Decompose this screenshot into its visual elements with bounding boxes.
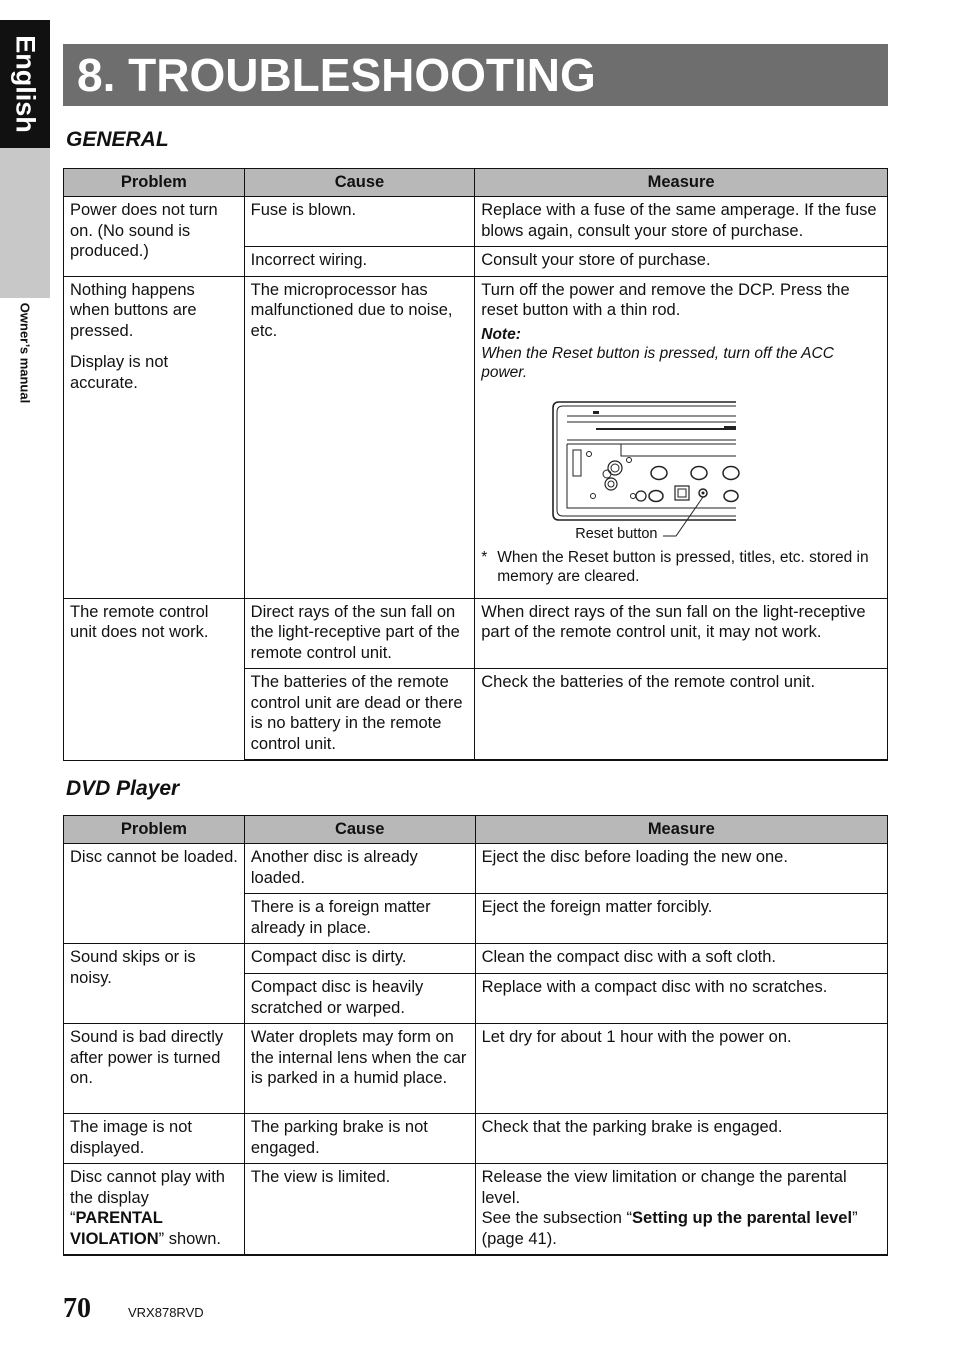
column-header-cause: Cause <box>244 169 475 197</box>
reset-button-diagram <box>481 396 811 546</box>
table-row <box>64 276 888 598</box>
problem-cell: Disc cannot be loaded. <box>64 844 245 944</box>
column-header-measure: Measure <box>475 816 887 844</box>
measure-cell: Consult your store of purchase. <box>475 247 888 277</box>
measure-cell: Eject the foreign matter forcibly. <box>475 894 887 944</box>
cause-cell: The parking brake is not engaged. <box>244 1114 475 1164</box>
cause-cell: Water droplets may form on the internal lens when the car is parked in a humid place. <box>244 1024 475 1114</box>
cause-cell: The batteries of the remote control unit are dead or there is no battery in the remote control unit. <box>244 669 475 761</box>
note-heading: Note: <box>481 325 521 343</box>
side-tab-language: English <box>10 35 41 133</box>
measure-cell: Eject the disc before loading the new one. <box>475 844 887 894</box>
footnote-mark: * <box>481 548 488 566</box>
cause-cell: Direct rays of the sun fall on the light-receptive part of the remote control unit. <box>244 598 475 669</box>
reference-subsection-title: Setting up the parental level <box>632 1209 853 1227</box>
side-tab-dark <box>0 20 50 148</box>
note-text: When the Reset button is pressed, turn off the ACC power. <box>481 344 834 381</box>
column-header-cause: Cause <box>244 816 475 844</box>
measure-text: Turn off the power and remove the DCP. Press the reset button with a thin rod. <box>481 280 850 319</box>
page-title: 8. TROUBLESHOOTING <box>77 49 596 101</box>
measure-cell: Check the batteries of the remote control unit. <box>475 669 888 761</box>
measure-cell <box>475 276 888 598</box>
cause-cell: The view is limited. <box>244 1164 475 1256</box>
measure-cell: Let dry for about 1 hour with the power on. <box>475 1024 887 1114</box>
measure-text: Release the view limitation or change the parental level. <box>481 1168 847 1207</box>
problem-text: Disc cannot play with the display “ <box>70 1168 225 1227</box>
problem-text-secondary: Display is not accurate. <box>70 353 169 392</box>
problem-cell: Sound skips or is noisy. <box>64 944 245 1024</box>
measure-cell: Clean the compact disc with a soft cloth. <box>475 944 887 974</box>
reference-page: ” (page 41). <box>481 1209 858 1248</box>
problem-cell: The image is not displayed. <box>64 1114 245 1164</box>
problem-cell: The remote control unit does not work. <box>64 598 245 760</box>
problem-cell: Power does not turn on. (No sound is produced.) <box>64 197 245 277</box>
reset-button-label: Reset button <box>575 525 658 542</box>
model-number: VRX878RVD <box>128 1305 204 1320</box>
problem-cell: Sound is bad directly after power is turned on. <box>64 1024 245 1114</box>
cause-cell: There is a foreign matter already in place. <box>244 894 475 944</box>
table-row <box>64 1024 888 1114</box>
measure-reference <box>482 1208 881 1249</box>
dvd-player-heading: DVD Player <box>66 777 180 800</box>
problem-cell <box>64 1164 245 1256</box>
table-header-row <box>64 169 888 197</box>
table-row <box>64 197 888 247</box>
table-row <box>64 1114 888 1164</box>
cause-cell: Another disc is already loaded. <box>244 844 475 894</box>
column-header-problem: Problem <box>64 169 245 197</box>
problem-text-end: ” shown. <box>158 1229 221 1248</box>
table-header-row <box>64 816 888 844</box>
problem-cell <box>64 276 245 598</box>
page-title-bar <box>63 44 888 106</box>
footnote <box>481 548 881 586</box>
column-header-measure: Measure <box>475 169 888 197</box>
cause-cell: The microprocessor has malfunctioned due to noise, etc. <box>244 276 475 598</box>
cause-cell: Incorrect wiring. <box>244 247 475 277</box>
general-heading: GENERAL <box>66 128 169 151</box>
table-row <box>64 944 888 974</box>
page-number: 70 <box>63 1293 91 1324</box>
parental-violation-message: PARENTAL VIOLATION <box>70 1209 163 1248</box>
measure-cell: When direct rays of the sun fall on the light-receptive part of the remote control unit, it may not work. <box>475 598 888 669</box>
measure-cell: Replace with a compact disc with no scratches. <box>475 974 887 1024</box>
table-row <box>64 598 888 669</box>
reference-text: See the subsection “ <box>481 1209 633 1227</box>
measure-cell: Replace with a fuse of the same amperage. If the fuse blows again, consult your store of purchase. <box>475 197 888 247</box>
cause-cell: Fuse is blown. <box>244 197 475 247</box>
measure-cell: Check that the parking brake is engaged. <box>475 1114 887 1164</box>
cause-cell: Compact disc is dirty. <box>244 944 475 974</box>
footnote-text: When the Reset button is pressed, titles, etc. stored in memory are cleared. <box>497 548 869 585</box>
column-header-problem: Problem <box>64 816 245 844</box>
general-table <box>63 168 888 761</box>
language-side-tab <box>0 20 50 404</box>
table-row <box>64 1164 888 1256</box>
cause-cell: Compact disc is heavily scratched or warped. <box>244 974 475 1024</box>
table-row <box>64 844 888 894</box>
problem-text: Nothing happens when buttons are pressed. <box>70 280 197 340</box>
side-tab-subtitle: Owner’s manual <box>17 302 33 404</box>
measure-cell <box>475 1164 887 1256</box>
side-tab-light <box>0 148 50 404</box>
dvd-player-table <box>63 815 888 1256</box>
